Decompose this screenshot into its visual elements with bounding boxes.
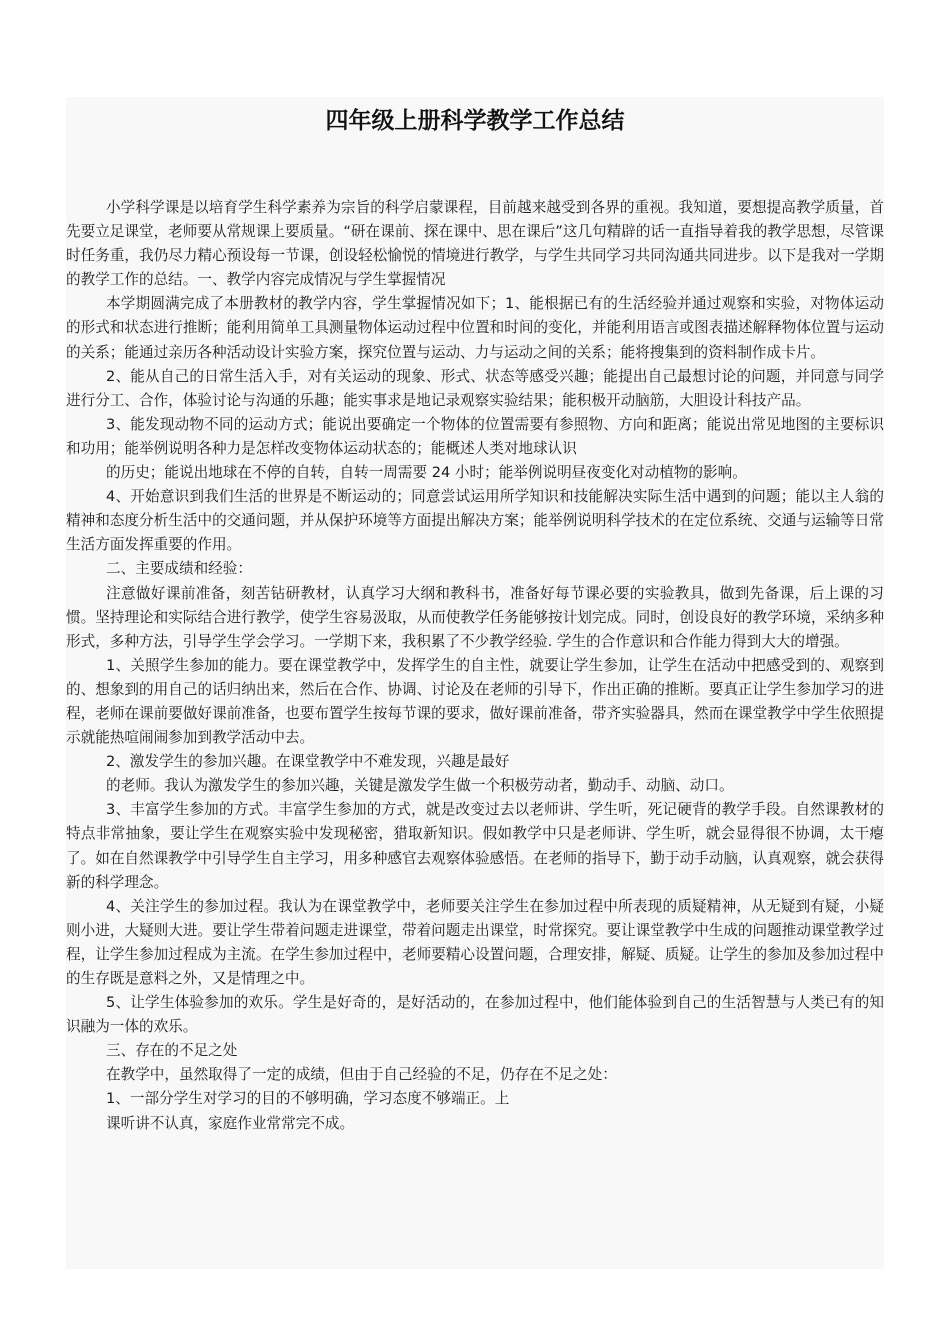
document-body — [66, 196, 884, 1136]
paragraph: 的老师。我认为激发学生的参加兴趣，关键是激发学生做一个积极劳动者，勤动手、动脑、动口。 — [106, 777, 734, 795]
paragraph: 1、一部分学生对学习的目的不够明确，学习态度不够端正。上 — [106, 1090, 510, 1108]
document-title: 四年级上册科学教学工作总结 — [325, 107, 625, 134]
paragraph: 在教学中，虽然取得了一定的成绩，但由于自己经验的不足，仍存在不足之处： — [106, 1066, 617, 1084]
paragraph: 小学科学课是以培育学生科学素养为宗旨的科学启蒙课程，目前越来越受到各界的重视。我知道，要想提高教学质量，首先要立足课堂，老师要从常规课上要质量。“研在课前、探在课中、思在课后”这几句精辟的话一直指导着我的教学思想，尽管课时任务重，我仍尽力精心预设每一节课，创设轻松愉悦的情境进行教学，与学生共同学习共同沟通共同进步。以下是我对一学期的教学工作的总结。一、教学内容完成情况与学生掌握情况 — [66, 199, 884, 289]
paragraph: 本学期圆满完成了本册教材的教学内容，学生掌握情况如下；1、能根据已有的生活经验并通过观察和实验，对物体运动的形式和状态进行推断；能利用简单工具测量物体运动过程中位置和时间的变化，并能利用语言或图表描述解释物体位置与运动的关系；能通过亲历各种活动设计实验方案，探究位置与运动、力与运动之间的关系；能将搜集到的资料制作成卡片。 — [66, 295, 884, 361]
paragraph: 2、能从自己的日常生活入手，对有关运动的现象、形式、状态等感受兴趣；能提出自己最想讨论的问题，并同意与同学进行分工、合作，体验讨论与沟通的乐趣；能实事求是地记录观察实验结果；能积极开动脑筋，大胆设计科技产品。 — [66, 367, 884, 409]
paragraph: 三、存在的不足之处 — [106, 1042, 238, 1060]
paragraph: 1、关照学生参加的能力。要在课堂教学中，发挥学生的自主性，就要让学生参加，让学生在活动中把感受到的、观察到的、想象到的用自己的话归纳出来，然后在合作、协调、讨论及在老师的引导下，作出正确的推断。要真正让学生参加学习的进程，老师在课前要做好课前准备，也要布置学生按每节课的要求，做好课前准备，带齐实验器具，然而在课堂教学中学生依照提示就能热喧闹闹参加到教学活动中去。 — [66, 656, 884, 747]
paragraph: 4、关注学生的参加过程。我认为在课堂教学中，老师要关注学生在参加过程中所表现的质疑精神，从无疑到有疑，小疑则小进，大疑则大进。要让学生带着问题走进课堂，带着问题走出课堂，时常探究。要让课堂教学中生成的问题推动课堂教学过程，让学生参加过程成为主流。在学生参加过程中，老师要精心设置问题，合理安排，解疑、质疑。让学生的参加及参加过程中的生存既是意料之外，又是情理之中。 — [66, 897, 884, 987]
paragraph: 5、让学生体验参加的欢乐。学生是好奇的，是好活动的，在参加过程中，他们能体验到自己的生活智慧与人类已有的知识融为一体的欢乐。 — [66, 994, 884, 1036]
paragraph: 3、能发现动物不同的运动方式；能说出要确定一个物体的位置需要有参照物、方向和距离；能说出常见地图的主要标识和功用；能举例说明各种力是怎样改变物体运动状态的；能概述人类对地球认识 — [66, 415, 884, 457]
paragraph: 2、激发学生的参加兴趣。在课堂教学中不难发现，兴趣是最好 — [106, 753, 510, 771]
paragraph: 的历史；能说出地球在不停的自转，自转一周需要 24 小时；能举例说明昼夜变化对动植物的影响。 — [106, 464, 747, 482]
paragraph: 注意做好课前准备，刻苦钻研教材，认真学习大纲和教科书，准备好每节课必要的实验教具，做到先备课，后上课的习惯。坚持理论和实际结合进行教学，使学生容易汲取，从而使教学任务能够按计划完成。同时，创设良好的教学环境，采纳多种形式，多种方法，引导学生学会学习。一学期下来，我积累了不少教学经验. 学生的合作意识和合作能力得到大大的增强。 — [66, 584, 884, 650]
paragraph: 3、丰富学生参加的方式。丰富学生参加的方式，就是改变过去以老师讲、学生听，死记硬背的教学手段。自然课教材的特点非常抽象，要让学生在观察实验中发现秘密，猎取新知识。假如教学中只是老师讲、学生听，就会显得很不协调，太干瘪了。如在自然课教学中引导学生自主学习，用多种感官去观察体验感悟。在老师的指导下，勤于动手动脑，认真观察，就会获得新的科学理念。 — [66, 801, 884, 891]
paragraph: 二、主要成绩和经验： — [106, 560, 252, 578]
paragraph: 课听讲不认真，家庭作业常常完不成。 — [106, 1114, 355, 1132]
paragraph: 4、开始意识到我们生活的世界是不断运动的；同意尝试运用所学知识和技能解决实际生活中遇到的问题；能以主人翁的精神和态度分析生活中的交通问题，并从保护环境等方面提出解决方案；能举例说明科学技术的在定位系统、交通与运输等日常生活方面发挥重要的作用。 — [66, 488, 884, 554]
